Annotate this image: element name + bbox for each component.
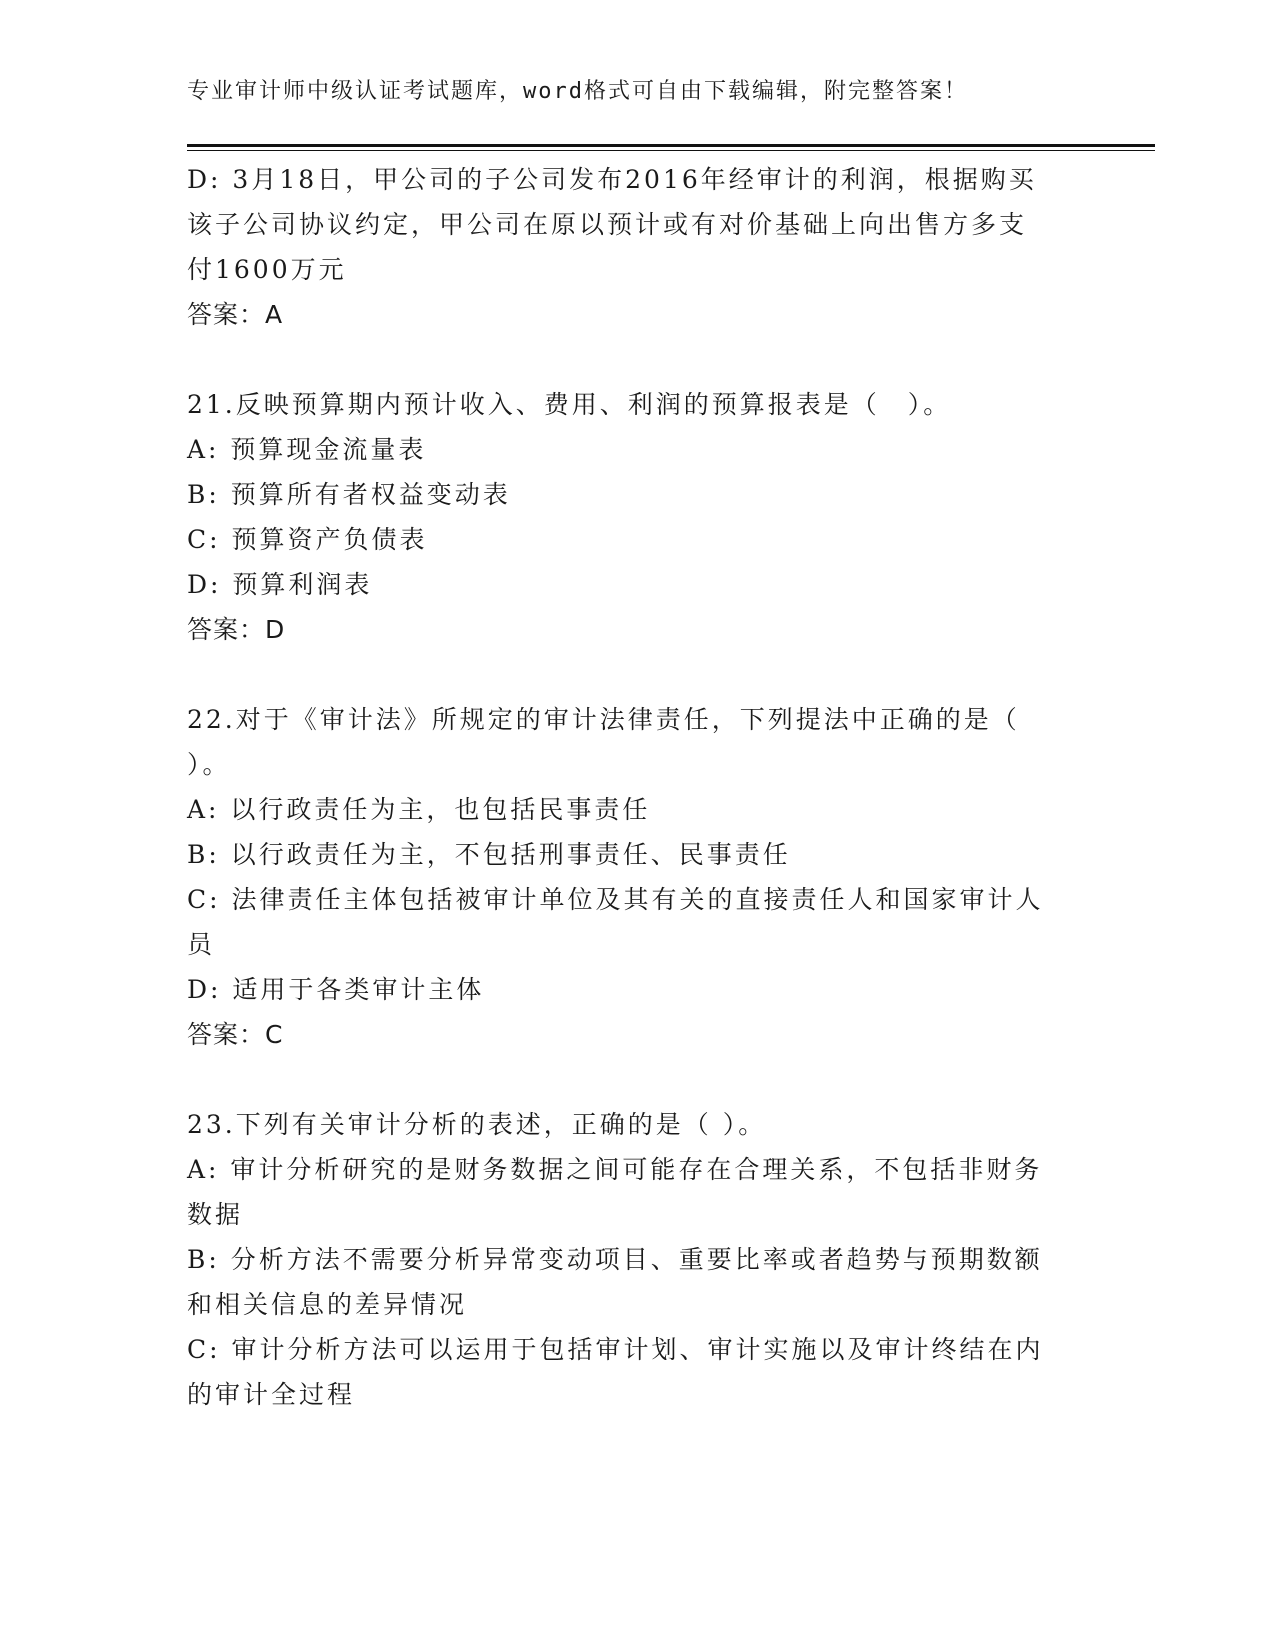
spacer [187,337,1067,382]
page-header: 专业审计师中级认证考试题库，word格式可自由下载编辑，附完整答案！ [187,79,968,104]
q21-option-a: A: 预算现金流量表 [187,435,427,464]
q22-stem-line-1: 22.对于《审计法》所规定的审计法律责任，下列提法中正确的是（ [187,705,1020,734]
q23-option-b-line-2: 和相关信息的差异情况 [187,1290,468,1319]
spacer [187,1057,1067,1102]
prev-option-d-line-2: 该子公司协议约定，甲公司在原以预计或有对价基础上向出售方多支 [187,210,1028,239]
q23-option-a-line-2: 数据 [187,1200,244,1229]
q23-option-c-line-1: C: 审计分析方法可以运用于包括审计划、审计实施以及审计终结在内 [187,1335,1044,1364]
q21-option-c: C: 预算资产负债表 [187,525,428,554]
spacer [187,652,1067,697]
question-content [187,157,1067,1417]
q23-stem: 23.下列有关审计分析的表述，正确的是（ ）。 [187,1110,767,1139]
q22-option-d: D: 适用于各类审计主体 [187,975,485,1004]
q22-option-a: A: 以行政责任为主，也包括民事责任 [187,795,651,824]
q23-option-c-line-2: 的审计全过程 [187,1380,356,1409]
q23-option-a-line-1: A: 审计分析研究的是财务数据之间可能存在合理关系，不包括非财务 [187,1155,1043,1184]
q21-option-d: D: 预算利润表 [187,570,373,599]
header-rule-thick [187,144,1155,147]
q23-option-b-line-1: B: 分析方法不需要分析异常变动项目、重要比率或者趋势与预期数额 [187,1245,1043,1274]
prev-answer: 答案：A [187,300,284,329]
q22-stem-line-2: ）。 [187,750,231,779]
q22-option-b: B: 以行政责任为主，不包括刑事责任、民事责任 [187,840,791,869]
prev-option-d-line-3: 付1600万元 [187,255,347,284]
q22-answer: 答案：C [187,1020,284,1049]
q21-option-b: B: 预算所有者权益变动表 [187,480,511,509]
q21-stem: 21.反映预算期内预计收入、费用、利润的预算报表是（ ）。 [187,390,952,419]
q22-option-c-line-2: 员 [187,930,216,959]
q22-option-c-line-1: C: 法律责任主体包括被审计单位及其有关的直接责任人和国家审计人 [187,885,1044,914]
q21-answer: 答案：D [187,615,286,644]
header-rule-thin [187,150,1155,151]
prev-option-d-line-1: D: 3月18日，甲公司的子公司发布2016年经审计的利润，根据购买 [187,165,1037,194]
